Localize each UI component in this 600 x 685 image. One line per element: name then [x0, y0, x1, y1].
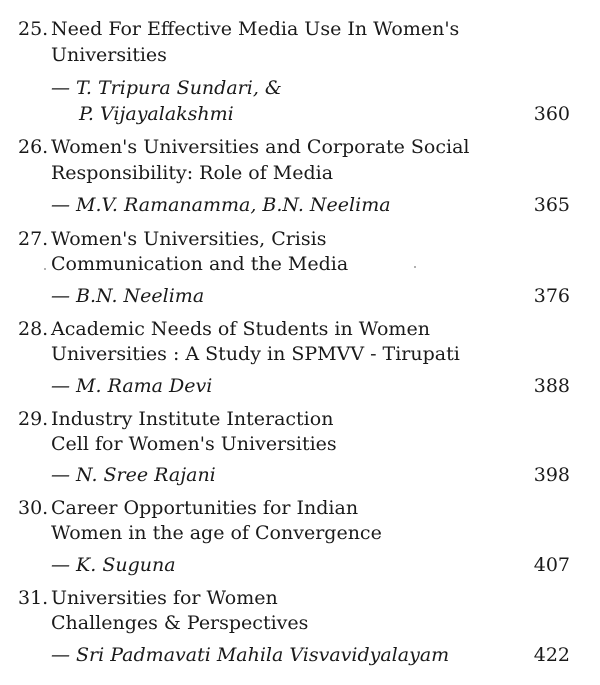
- entry-number: 25.: [18, 18, 49, 40]
- entry-author: — B.N. Neelima: [51, 285, 205, 307]
- entry-title-line: Responsibility: Role of Media: [51, 162, 334, 184]
- entry-author: — M. Rama Devi: [51, 375, 213, 397]
- scan-speck: [44, 268, 46, 270]
- entry-number: 28.: [18, 318, 49, 340]
- entry-number: 27.: [18, 228, 49, 250]
- entry-number: 29.: [18, 408, 49, 430]
- entry-title-line: Women in the age of Convergence: [51, 522, 382, 544]
- entry-author: — K. Suguna: [51, 554, 176, 576]
- entry-title-line: Communication and the Media: [51, 253, 349, 275]
- entry-title-line: Career Opportunities for Indian: [51, 497, 359, 519]
- entry-title-line: Universities: [51, 44, 167, 66]
- entry-title-line: Universities : A Study in SPMVV - Tirupati: [51, 343, 460, 365]
- entry-author: — Sri Padmavati Mahila Visvavidyalayam: [51, 644, 450, 666]
- entry-title-line: Women's Universities and Corporate Social: [51, 136, 470, 158]
- entry-author: — N. Sree Rajani: [51, 464, 216, 486]
- entry-title-line: Women's Universities, Crisis: [51, 228, 327, 250]
- entry-number: 26.: [18, 136, 49, 158]
- entry-number: 30.: [18, 497, 49, 519]
- entry-title-line: Universities for Women: [51, 587, 278, 609]
- entry-title-line: Academic Needs of Students in Women: [51, 318, 430, 340]
- entry-page-number: 376: [533, 285, 570, 307]
- entry-page-number: 398: [533, 464, 570, 486]
- entry-page-number: 388: [533, 375, 570, 397]
- entry-title-line: Industry Institute Interaction: [51, 408, 334, 430]
- entry-author: — M.V. Ramanamma, B.N. Neelima: [51, 194, 391, 216]
- entry-number: 31.: [18, 587, 49, 609]
- entry-page-number: 360: [533, 103, 570, 125]
- entry-title-line: Need For Effective Media Use In Women's: [51, 18, 460, 40]
- entry-author: — T. Tripura Sundari, &: [51, 77, 282, 99]
- entry-author: P. Vijayalakshmi: [79, 103, 234, 125]
- entry-title-line: Cell for Women's Universities: [51, 433, 337, 455]
- scan-speck: [414, 266, 416, 268]
- entry-page-number: 422: [533, 644, 570, 666]
- entry-page-number: 365: [533, 194, 570, 216]
- entry-page-number: 407: [533, 554, 570, 576]
- entry-title-line: Challenges & Perspectives: [51, 612, 309, 634]
